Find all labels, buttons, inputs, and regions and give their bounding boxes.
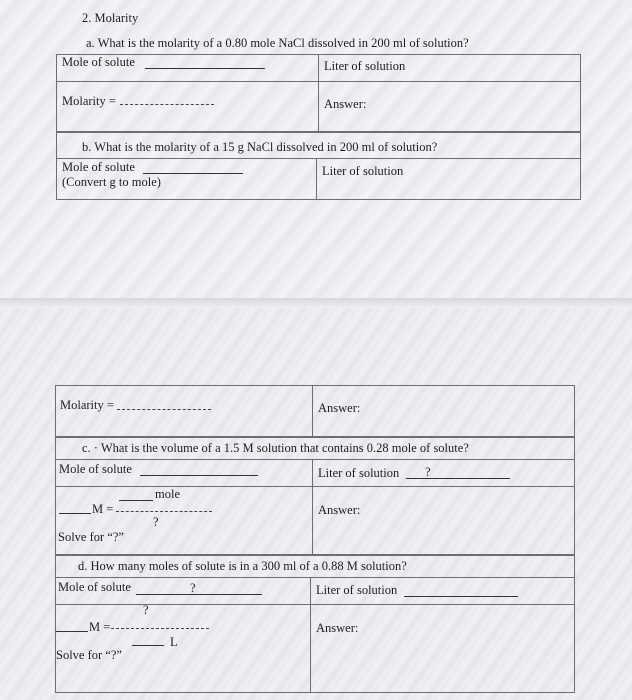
part-a-answer-label: Answer: [324, 97, 367, 111]
part-d-solve-label: Solve for “?” [56, 648, 122, 662]
part-b-mole-label: Mole of solute [62, 160, 135, 174]
part-b-liter-label: Liter of solution [322, 164, 404, 178]
part-d-column-divider [310, 577, 311, 693]
question-b: b. What is the molarity of a 15 g NaCl dissolved in 200 ml of solution? [82, 140, 438, 154]
part-a-mole-blank[interactable] [145, 68, 265, 69]
question-a: a. What is the molarity of a 0.80 mole NaCl dissolved in 200 ml of solution? [86, 36, 469, 50]
part-b-molarity-label: Molarity = [60, 398, 114, 412]
part-c-liter-label: Liter of solution [318, 466, 400, 480]
part-d-mole-label: Mole of solute [58, 580, 131, 594]
part-c-mole-label: Mole of solute [59, 462, 132, 476]
part-c-m-label: M = [92, 502, 114, 516]
part-b-answer-label: Answer: [318, 401, 361, 415]
part-a-column-divider [318, 54, 319, 132]
question-d: d. How many moles of solute is in a 300 ml of a 0.88 M solution? [78, 559, 407, 573]
part-d-fraction-line[interactable] [111, 628, 209, 629]
part-d-divider-1 [55, 577, 575, 578]
part-d-denominator-blank[interactable] [132, 645, 164, 646]
part-c-answer-label: Answer: [318, 503, 361, 517]
part-d-numerator: ? [143, 603, 149, 617]
part-c-fraction-line[interactable] [116, 511, 212, 512]
part-c-divider-2 [55, 486, 575, 487]
part-c-solve-label: Solve for “?” [58, 530, 124, 544]
part-a-liter-label: Liter of solution [324, 59, 406, 73]
part-b-molarity-row [55, 385, 575, 437]
worksheet-top-page [0, 0, 632, 298]
part-c-liter-value: ? [425, 465, 431, 479]
part-c-column-divider [312, 459, 313, 555]
part-d-mole-blank[interactable] [136, 594, 262, 595]
part-b-column-divider [316, 158, 317, 200]
part-a-mole-label: Mole of solute [62, 55, 135, 69]
part-b-row-divider [312, 385, 313, 437]
part-b-divider [56, 158, 581, 159]
question-c: c. · What is the volume of a 1.5 M solution that contains 0.28 mole of solute? [82, 441, 469, 455]
part-d-m-label: M = [89, 620, 111, 634]
section-title: 2. Molarity [82, 11, 139, 25]
part-d-denominator: L [170, 635, 178, 649]
part-c-numerator-blank[interactable] [119, 500, 153, 501]
part-d-liter-label: Liter of solution [316, 583, 398, 597]
part-d-mole-value: ? [190, 581, 196, 595]
part-a-fraction-line[interactable] [120, 104, 214, 105]
part-a-molarity-label: Molarity = [62, 94, 116, 108]
part-c-divider-1 [55, 459, 575, 460]
part-b-mole-blank[interactable] [143, 173, 243, 174]
part-c-numerator: mole [155, 487, 180, 501]
page-fold [0, 298, 632, 308]
part-c-mole-blank[interactable] [140, 475, 258, 476]
part-c-denominator: ? [153, 515, 159, 529]
part-c-m-blank[interactable] [59, 513, 91, 514]
part-d-answer-label: Answer: [316, 621, 359, 635]
part-b-fraction-line[interactable] [117, 409, 211, 410]
part-d-m-blank[interactable] [56, 631, 88, 632]
part-b-convert-label: (Convert g to mole) [62, 175, 161, 189]
part-c-liter-blank[interactable] [406, 478, 510, 479]
worksheet-bottom-page [0, 308, 632, 700]
part-d-liter-blank[interactable] [404, 596, 518, 597]
part-d-table [55, 555, 575, 693]
part-d-divider-2 [55, 604, 575, 605]
